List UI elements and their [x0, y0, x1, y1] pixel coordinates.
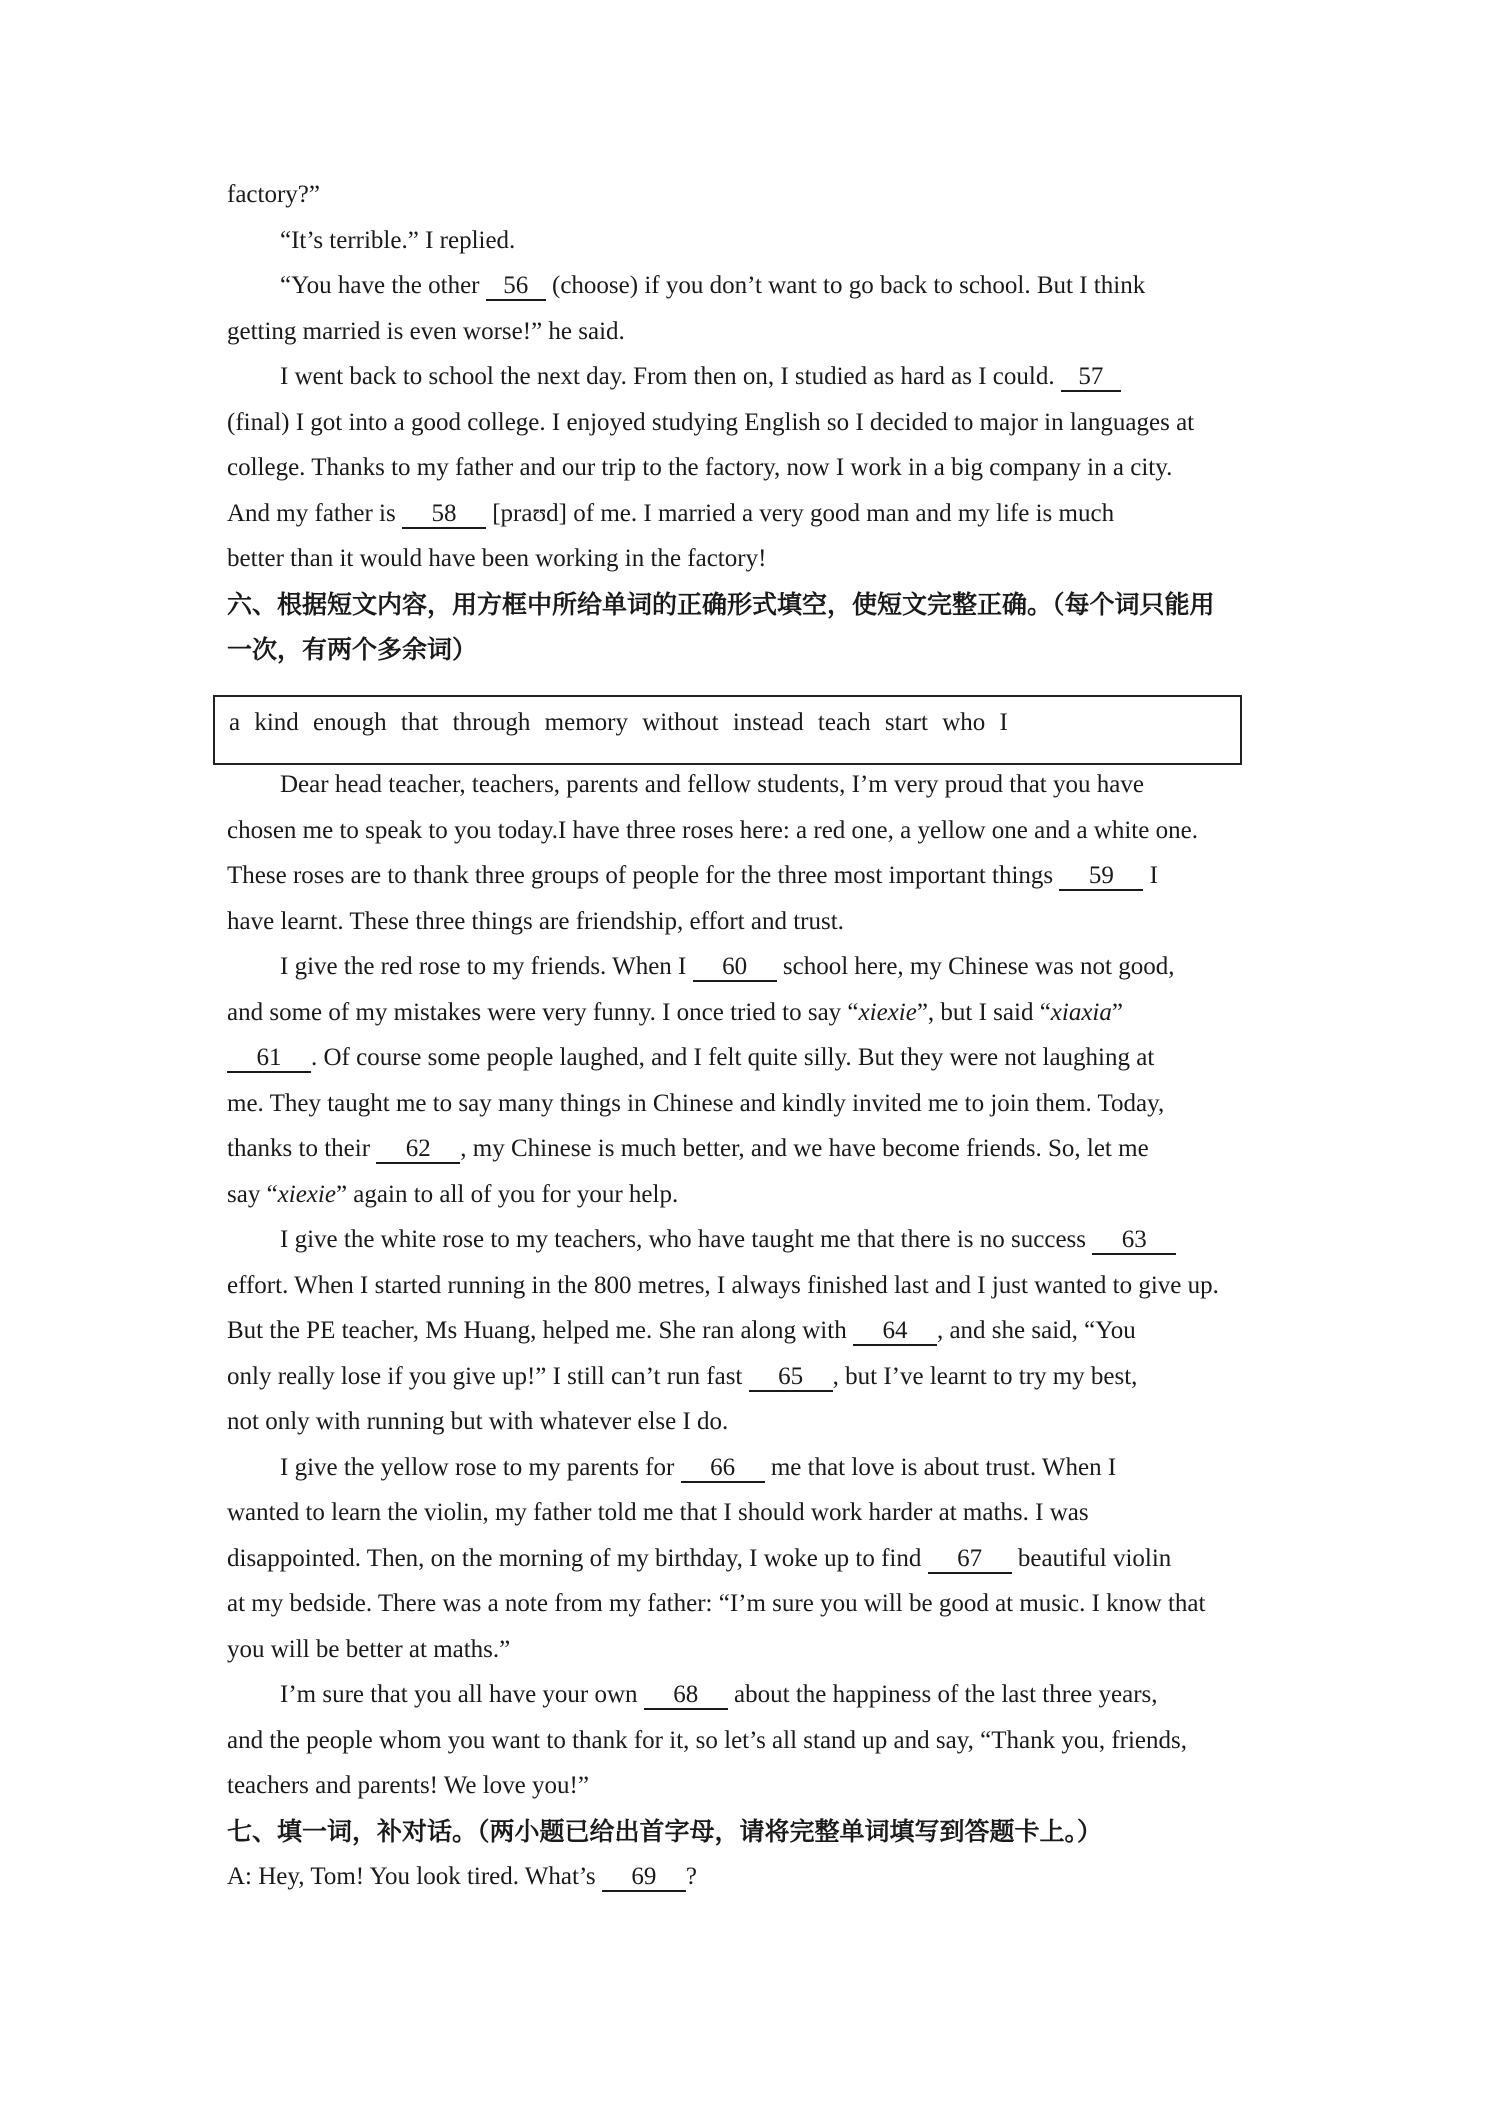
text-line: (final) I got into a good college. I enjoyed studying English so I decided to major in languages at [227, 408, 1195, 436]
text-line: I give the red rose to my friends. When I 60 school here, my Chinese was not good, [280, 953, 1175, 980]
word-bank-list: a kind enough that through memory without instead teach start who I [229, 709, 1008, 736]
text-line: And my father is 58 [praʊd] of me. I married a very good man and my life is much [227, 499, 1115, 527]
text-line: only really lose if you give up!” I still can’t run fast 65 , but I’ve learnt to try my best, [227, 1362, 1138, 1390]
answer-blank-59: 59 [1059, 863, 1143, 891]
text-line: chosen me to speak to you today.I have three roses here: a red one, a yellow one and a white one. [227, 816, 1198, 844]
text-line: But the PE teacher, Ms Huang, helped me. She ran along with 64 , and she said, “You [227, 1317, 1136, 1344]
text-line: “You have the other 56 (choose) if you don’t want to go back to school. But I think [280, 272, 1146, 299]
text-line: at my bedside. There was a note from my father: “I’m sure you will be good at music. I know that [227, 1590, 1206, 1617]
text-line: and some of my mistakes were very funny. I once tried to say “xiexie”, but I said “xiaxia” [227, 998, 1123, 1026]
text-line: Dear head teacher, teachers, parents and fellow students, I’m very proud that you have [280, 771, 1144, 798]
section-heading: 六、根据短文内容，用方框中所给单词的正确形式填空，使短文完整正确。（每个词只能用 [227, 589, 1215, 619]
text-line: These roses are to thank three groups of people for the three most important things 59 I [227, 862, 1158, 889]
text-line: you will be better at maths.” [227, 1635, 511, 1663]
answer-blank-56: 56 [486, 273, 546, 301]
text-line: thanks to their 62 , my Chinese is much better, and we have become friends. So, let me [227, 1135, 1149, 1162]
text-line: disappointed. Then, on the morning of my birthday, I woke up to find 67 beautiful violin [227, 1544, 1172, 1572]
passage-top [227, 172, 1287, 673]
answer-blank-58: 58 [402, 501, 486, 529]
text-line: college. Thanks to my father and our trip to the factory, now I work in a big company in a city. [227, 454, 1173, 481]
text-line: “It’s terrible.” I replied. [280, 226, 516, 254]
text-line: getting married is even worse!” he said. [227, 317, 625, 345]
section-heading: 七、填一词，补对话。（两小题已给出首字母，请将完整单词填写到答题卡上。） [227, 1816, 1103, 1846]
word-bank-box [213, 695, 1242, 765]
text-line: I’m sure that you all have your own 68 about the happiness of the last three years, [280, 1681, 1158, 1708]
text-line: factory?” [227, 181, 320, 208]
answer-blank-62: 62 [376, 1136, 460, 1164]
answer-blank-67: 67 [928, 1546, 1012, 1574]
section-heading: 一次，有两个多余词） [227, 635, 478, 664]
answer-blank-60: 60 [693, 954, 777, 982]
text-line: have learnt. These three things are friendship, effort and trust. [227, 907, 844, 935]
text-line: better than it would have been working in the factory! [227, 545, 767, 572]
text-line: 61 . Of course some people laughed, and I felt quite silly. But they were not laughing at [227, 1035, 1287, 1081]
answer-blank-68: 68 [644, 1682, 728, 1710]
text-line: say “xiexie” again to all of you for your help. [227, 1180, 679, 1208]
text-line: me. They taught me to say many things in Chinese and kindly invited me to join them. Today, [227, 1089, 1165, 1117]
answer-blank-63: 63 [1092, 1227, 1176, 1255]
text-line: teachers and parents! We love you!” [227, 1772, 589, 1799]
text-line: I went back to school the next day. From then on, I studied as hard as I could. 57 [227, 354, 1287, 400]
passage-speech [227, 762, 1287, 1900]
text-line: effort. When I started running in the 800 metres, I always finished last and I just wanted to give up. [227, 1271, 1219, 1299]
text-line: not only with running but with whatever else I do. [227, 1408, 729, 1435]
text-line: wanted to learn the violin, my father told me that I should work harder at maths. I was [227, 1499, 1089, 1526]
answer-blank-61: 61 [227, 1045, 311, 1073]
answer-blank-65: 65 [749, 1364, 833, 1392]
answer-blank-69: 69 [602, 1864, 686, 1892]
answer-blank-66: 66 [681, 1455, 765, 1483]
text-line: and the people whom you want to thank for it, so let’s all stand up and say, “Thank you, friends, [227, 1726, 1187, 1754]
text-line: A: Hey, Tom! You look tired. What’s 69 ? [227, 1863, 697, 1890]
answer-blank-57: 57 [1061, 364, 1121, 392]
answer-blank-64: 64 [853, 1318, 937, 1346]
text-line: I give the white rose to my teachers, who have taught me that there is no success 63 [227, 1217, 1287, 1263]
text-line: I give the yellow rose to my parents for 66 me that love is about trust. When I [280, 1453, 1117, 1481]
